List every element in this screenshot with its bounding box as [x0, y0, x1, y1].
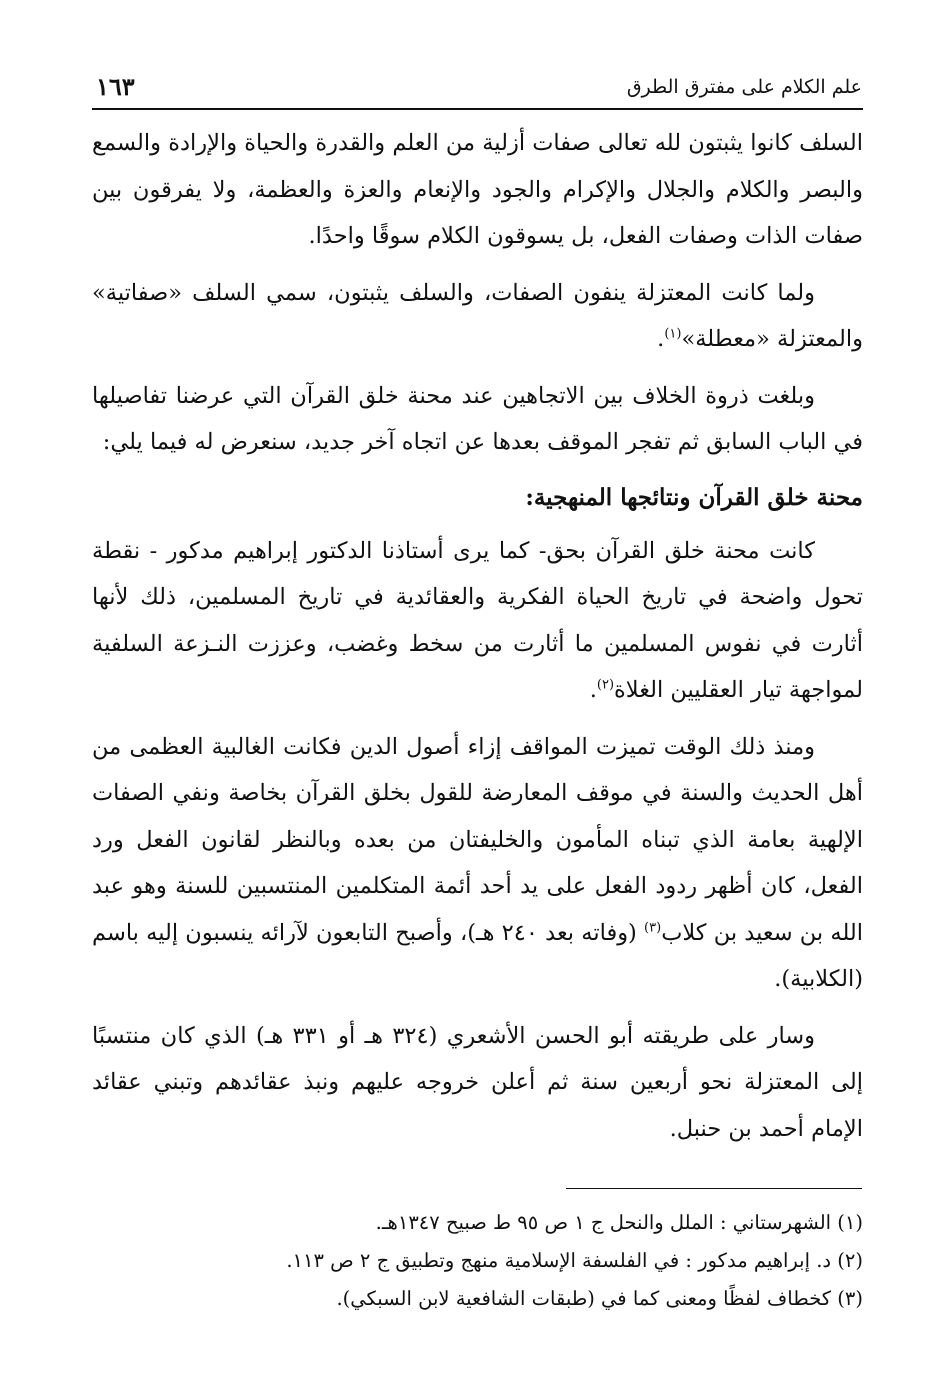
footnotes: [92, 1204, 863, 1318]
section-heading: محنة خلق القرآن ونتائجها المنهجية:: [525, 483, 863, 511]
paragraph-4-text: كانت محنة خلق القرآن بحق- كما يرى أستاذنا الدكتور إبراهيم مدكور - نقطة تحول واضحة في تاريخ الحياة الفكرية والعقائدية في تاريخ المسلمين، ذلك لأنها أثارت في نفوس المسلمين ما أثارت من سخط وغضب، وعززت النـزعة السلفية لمواجهة تيار العقليين الغلاة: [92, 537, 863, 703]
footnote-2: (٢) د. إبراهيم مدكور : في الفلسفة الإسلامية منهج وتطبيق ج ٢ ص ١١٣.: [286, 1249, 863, 1272]
paragraph-5: [92, 724, 863, 1003]
paragraph-1: السلف كانوا يثبتون لله تعالى صفات أزلية من العلم والقدرة والحياة والإرادة والسمع والبصر والكلام والجلال والإكرام والجود والإنعام والعزة والعظمة، ولا يفرقون بين صفات الذات وصفات الفعل، بل يسوقون الكلام سوقًا واحدًا.: [92, 130, 863, 249]
paragraph-5-text-a: ومنذ ذلك الوقت تميزت المواقف إزاء أصول الدين فكانت الغالبية العظمى من أهل الحديث والسنة في موقف المعارضة للقول بخلق القرآن بخاصة ونفي الصفات الإلهية بعامة الذي تبناه المأمون والخليفتان من بعده وبالنظر لقانون الفعل ورد الفعل، كان أظهر ردود الفعل على يد أحد أئمة المتكلمين المنتسبين للسنة وهو عبد الله بن سعيد بن كلاب: [92, 733, 863, 946]
running-header: [92, 70, 862, 104]
paragraph-2-end: .: [657, 326, 665, 352]
paragraph-4-end: .: [589, 677, 597, 703]
footnote-3: (٣) كخطاف لفظًا ومعنى كما في (طبقات الشافعية لابن السبكي).: [336, 1287, 863, 1310]
paragraph-3: وبلغت ذروة الخلاف بين الاتجاهين عند محنة خلق القرآن التي عرضنا تفاصيلها في الباب السابق ثم تفجر الموقف بعدها عن اتجاه آخر جديد، سنعرض له فيما يلي:: [92, 382, 863, 455]
main-text: [92, 120, 863, 1162]
paragraph-6: وسار على طريقته أبو الحسن الأشعري (٣٢٤ هـ أو ٣٣١ هـ) الذي كان منتسبًا إلى المعتزلة نحو أربعين سنة ثم أعلن خروجه عليهم ونبذ عقائدهم وتبني عقائد الإمام أحمد بن حنبل.: [92, 1022, 863, 1142]
paragraph-5-text-b: (وفاته بعد ٢٤٠ هـ)، وأصبح التابعون لآرائه ينسبون إليه باسم (الكلابية).: [92, 919, 863, 992]
footnote-divider: [566, 1188, 862, 1189]
paragraph-4: [92, 528, 863, 714]
paragraph-2: [92, 270, 863, 363]
footnote-ref-2[interactable]: (٢): [596, 677, 615, 693]
footnote-ref-1[interactable]: (١): [664, 326, 682, 342]
header-divider: [92, 108, 863, 110]
page-number: ١٦٣: [96, 72, 135, 101]
footnote-ref-3[interactable]: (٣): [644, 920, 662, 935]
footnote-1: (١) الشهرستاني : الملل والنحل ج ١ ص ٩٥ ط صبيح ١٣٤٧هـ.: [375, 1211, 863, 1234]
header-title: علم الكلام على مفترق الطرق: [626, 76, 862, 98]
paragraph-2-text: ولما كانت المعتزلة ينفون الصفات، والسلف يثبتون، سمي السلف «صفاتية» والمعتزلة «معطلة»: [92, 279, 863, 352]
